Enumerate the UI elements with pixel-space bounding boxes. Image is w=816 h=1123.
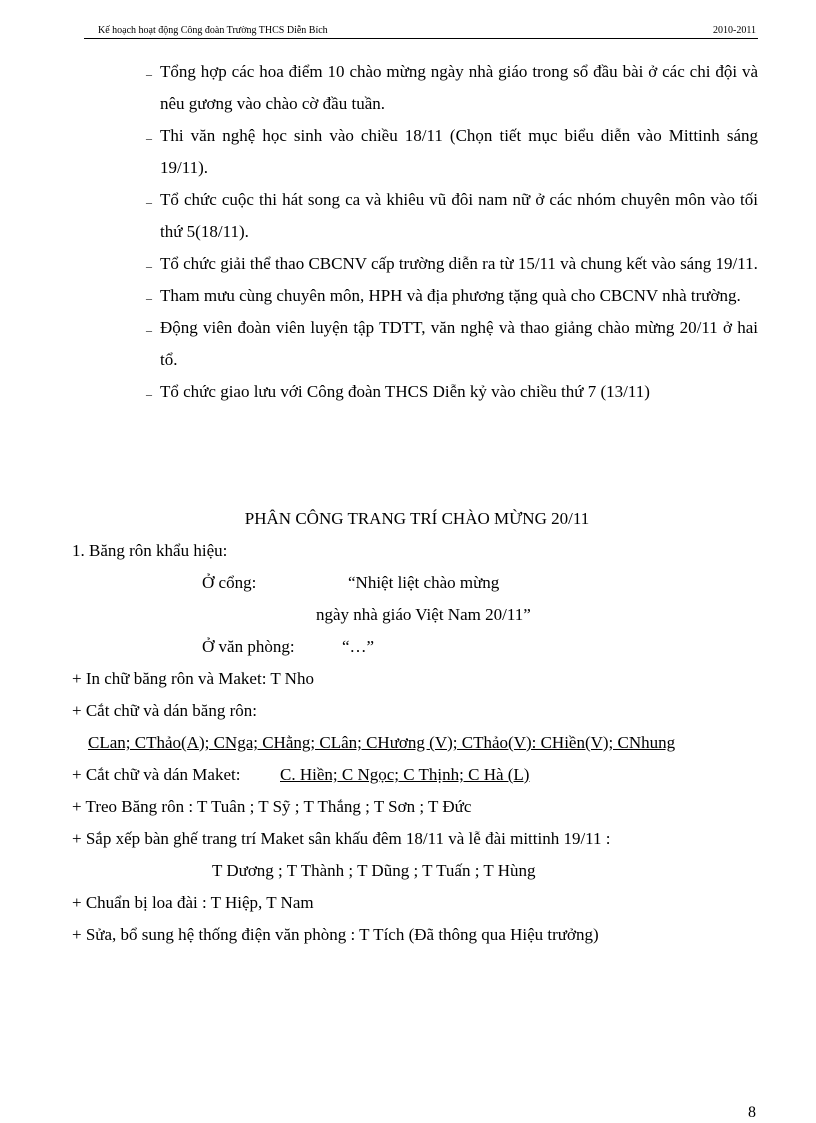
bullet-item: – Tham mưu cùng chuyên môn, HPH và địa phương tặng quà cho CBCNV nhà trường. bbox=[146, 280, 758, 312]
assignment-section bbox=[72, 503, 762, 951]
gate-label: Ở cổng: bbox=[202, 573, 257, 592]
office-label: Ở văn phòng: bbox=[202, 637, 295, 656]
dash-icon: – bbox=[146, 323, 152, 337]
dash-icon: – bbox=[146, 259, 152, 273]
dash-icon: – bbox=[146, 67, 152, 81]
office-line bbox=[72, 631, 762, 663]
cut-maket-names: C. Hiền; C Ngọc; C Thịnh; C Hà (L) bbox=[280, 765, 530, 784]
gate-line-2 bbox=[72, 599, 762, 631]
speaker-line: + Chuẩn bị loa đài : T Hiệp, T Nam bbox=[72, 893, 314, 912]
print-line: + In chữ băng rôn và Maket: T Nho bbox=[72, 669, 314, 688]
header-title: Kế hoạch hoạt động Công đoàn Trường THCS Diễn Bích bbox=[98, 25, 328, 36]
cut-banner-line: + Cắt chữ và dán băng rôn: bbox=[72, 701, 257, 720]
office-text: “…” bbox=[342, 637, 375, 656]
dash-icon: – bbox=[146, 195, 152, 209]
cut-maket-line bbox=[72, 759, 762, 791]
gate-text-1: “Nhiệt liệt chào mừng bbox=[348, 573, 500, 592]
hang-line: + Treo Băng rôn : T Tuân ; T Sỹ ; T Thắng ; T Sơn ; T Đức bbox=[72, 797, 472, 816]
bullet-item: – Thi văn nghệ học sinh vào chiều 18/11 (Chọn tiết mục biểu diễn vào Mittinh sáng 19/11). bbox=[146, 120, 758, 184]
arrange-names-line bbox=[72, 855, 762, 887]
cut-banner-names-text: CLan; CThảo(A); CNga; CHằng; CLân; CHương (V); CThảo(V): CHiền(V); CNhung bbox=[88, 733, 676, 752]
item-banner-heading: 1. Băng rôn khẩu hiệu: bbox=[72, 541, 228, 560]
dash-icon: – bbox=[146, 131, 152, 145]
electric-line: + Sửa, bổ sung hệ thống điện văn phòng : T Tích (Đã thông qua Hiệu trưởng) bbox=[72, 925, 599, 944]
header-year: 2010-2011 bbox=[713, 25, 756, 36]
cut-maket-label: + Cắt chữ và dán Maket: bbox=[72, 765, 241, 784]
page-header bbox=[84, 22, 758, 39]
gate-line bbox=[72, 567, 762, 599]
section-title: PHÂN CÔNG TRANG TRÍ CHÀO MỪNG 20/11 bbox=[244, 509, 590, 528]
page-number: 8 bbox=[748, 1104, 756, 1121]
cut-banner-names bbox=[72, 727, 762, 759]
arrange-names: T Dương ; T Thành ; T Dũng ; T Tuấn ; T Hùng bbox=[212, 861, 536, 880]
arrange-line: + Sắp xếp bàn ghế trang trí Maket sân khấu đêm 18/11 và lễ đài mittinh 19/11 : bbox=[72, 829, 611, 848]
gate-text-2: ngày nhà giáo Việt Nam 20/11” bbox=[316, 605, 531, 624]
bullet-item: – Tổ chức giải thể thao CBCNV cấp trường diễn ra từ 15/11 và chung kết vào sáng 19/11. bbox=[146, 248, 758, 280]
bullet-item: – Tổ chức cuộc thi hát song ca và khiêu vũ đôi nam nữ ở các nhóm chuyên môn vào tối thứ 5(18/11). bbox=[146, 184, 758, 248]
bullet-list bbox=[146, 56, 758, 408]
bullet-item: – Tổng hợp các hoa điểm 10 chào mừng ngày nhà giáo trong sổ đầu bài ở các chi đội và nêu gương vào chào cờ đầu tuần. bbox=[146, 56, 758, 120]
bullet-item: – Tổ chức giao lưu với Công đoàn THCS Diễn kỷ vào chiều thứ 7 (13/11) bbox=[146, 376, 758, 408]
dash-icon: – bbox=[146, 291, 152, 305]
dash-icon: – bbox=[146, 387, 152, 401]
bullet-item: – Động viên đoàn viên luyện tập TDTT, văn nghệ và thao giảng chào mừng 20/11 ở hai tổ. bbox=[146, 312, 758, 376]
